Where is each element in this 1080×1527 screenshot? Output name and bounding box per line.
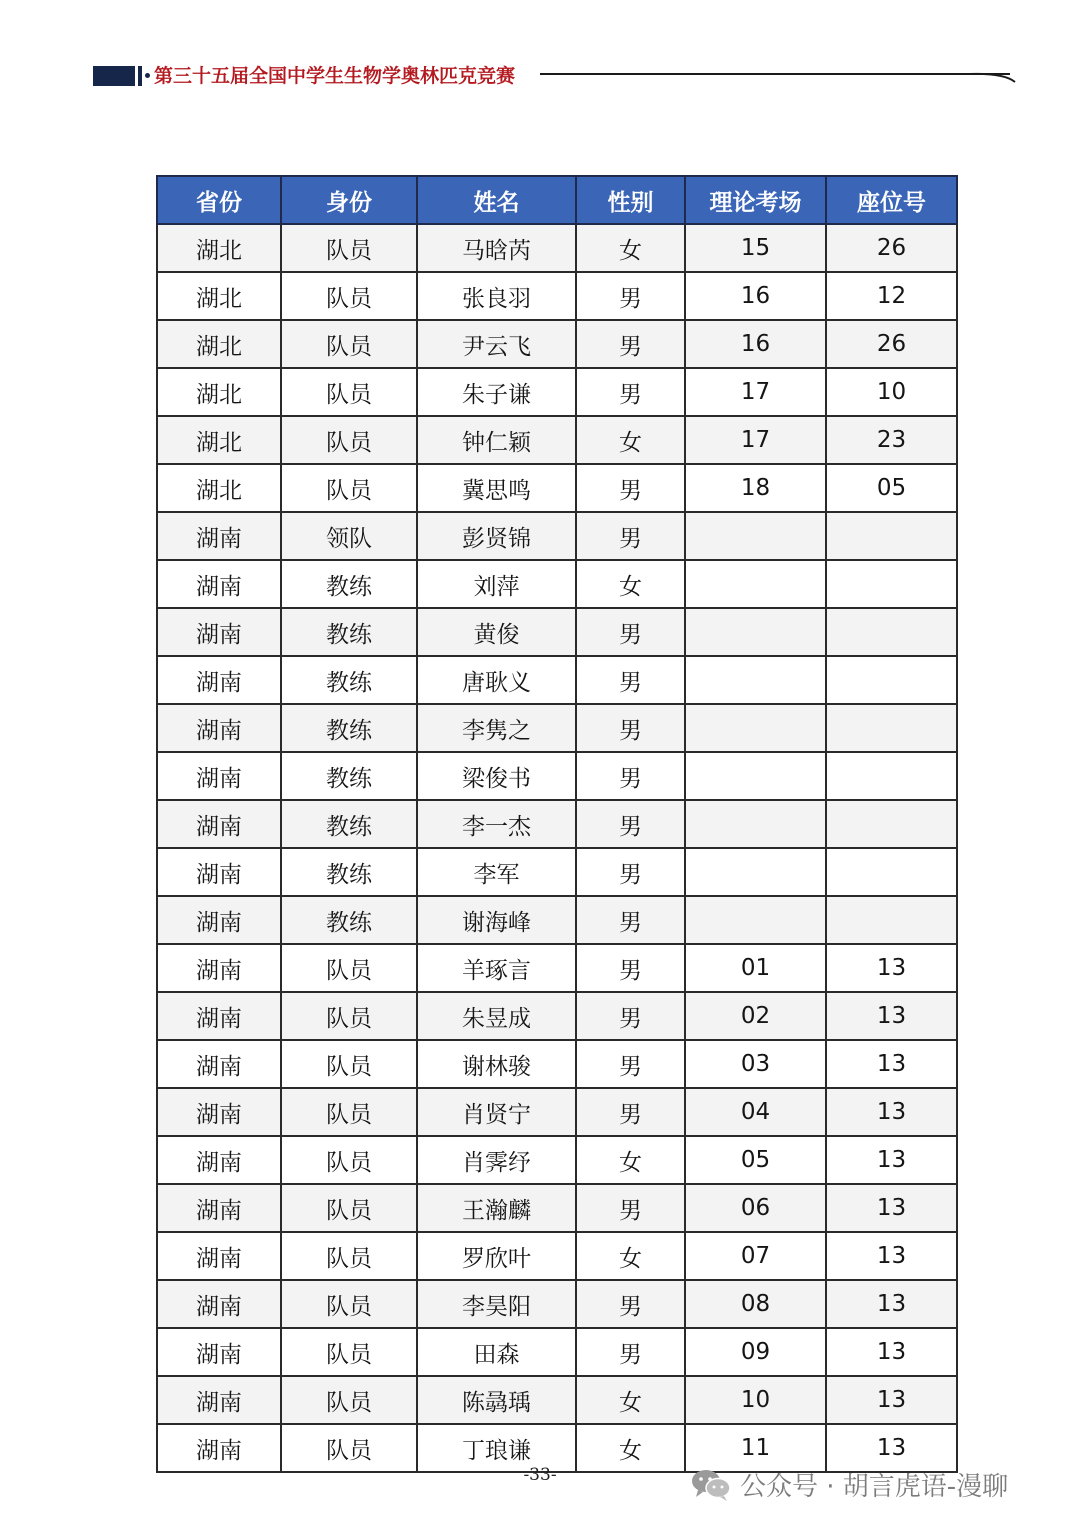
cell-exam-room: 16 xyxy=(685,272,826,320)
table-row xyxy=(157,848,957,896)
cell-gender: 男 xyxy=(576,368,685,416)
cell-seat: 13 xyxy=(826,944,957,992)
cell-exam-room: 09 xyxy=(685,1328,826,1376)
cell-role: 队员 xyxy=(281,416,417,464)
table-row xyxy=(157,1040,957,1088)
cell-seat xyxy=(826,752,957,800)
column-header-role: 身份 xyxy=(281,176,417,224)
cell-exam-room: 10 xyxy=(685,1376,826,1424)
roster-table xyxy=(156,175,958,1473)
cell-seat: 13 xyxy=(826,1184,957,1232)
watermark xyxy=(690,1462,1008,1506)
cell-gender: 女 xyxy=(576,224,685,272)
cell-seat: 13 xyxy=(826,1040,957,1088)
cell-gender: 男 xyxy=(576,1328,685,1376)
cell-gender: 男 xyxy=(576,752,685,800)
column-header-gender: 性别 xyxy=(576,176,685,224)
cell-exam-room: 02 xyxy=(685,992,826,1040)
cell-seat xyxy=(826,512,957,560)
header-rule-curve xyxy=(970,70,1016,84)
table-row xyxy=(157,656,957,704)
cell-gender: 男 xyxy=(576,464,685,512)
cell-role: 教练 xyxy=(281,848,417,896)
table-row xyxy=(157,896,957,944)
cell-exam-room xyxy=(685,512,826,560)
cell-name: 梁俊书 xyxy=(417,752,576,800)
cell-province: 湖南 xyxy=(157,992,281,1040)
page-header xyxy=(0,0,1080,120)
cell-name: 张良羽 xyxy=(417,272,576,320)
table-row xyxy=(157,1376,957,1424)
cell-province: 湖南 xyxy=(157,944,281,992)
cell-name: 李一杰 xyxy=(417,800,576,848)
cell-seat: 13 xyxy=(826,1088,957,1136)
cell-gender: 女 xyxy=(576,1232,685,1280)
table-row xyxy=(157,992,957,1040)
cell-exam-room xyxy=(685,656,826,704)
cell-role: 教练 xyxy=(281,608,417,656)
cell-role: 教练 xyxy=(281,800,417,848)
cell-name: 肖贤宁 xyxy=(417,1088,576,1136)
cell-role: 领队 xyxy=(281,512,417,560)
cell-seat xyxy=(826,608,957,656)
cell-gender: 男 xyxy=(576,656,685,704)
table-row xyxy=(157,416,957,464)
cell-exam-room: 15 xyxy=(685,224,826,272)
cell-role: 队员 xyxy=(281,1376,417,1424)
cell-exam-room: 17 xyxy=(685,368,826,416)
cell-exam-room: 11 xyxy=(685,1424,826,1472)
cell-gender: 男 xyxy=(576,1280,685,1328)
cell-province: 湖北 xyxy=(157,320,281,368)
cell-exam-room: 16 xyxy=(685,320,826,368)
cell-gender: 男 xyxy=(576,992,685,1040)
cell-exam-room: 04 xyxy=(685,1088,826,1136)
page-number: -33- xyxy=(523,1465,557,1485)
header-decor-bar xyxy=(138,66,142,86)
table-row xyxy=(157,368,957,416)
cell-exam-room xyxy=(685,752,826,800)
cell-seat: 13 xyxy=(826,1136,957,1184)
table-row xyxy=(157,560,957,608)
cell-exam-room: 06 xyxy=(685,1184,826,1232)
cell-seat: 13 xyxy=(826,1424,957,1472)
cell-role: 队员 xyxy=(281,1280,417,1328)
cell-seat: 26 xyxy=(826,320,957,368)
cell-role: 教练 xyxy=(281,896,417,944)
cell-gender: 男 xyxy=(576,848,685,896)
cell-name: 谢海峰 xyxy=(417,896,576,944)
table-row xyxy=(157,752,957,800)
wechat-icon xyxy=(690,1466,732,1502)
cell-province: 湖南 xyxy=(157,656,281,704)
cell-province: 湖南 xyxy=(157,1184,281,1232)
table-row xyxy=(157,608,957,656)
cell-name: 钟仁颖 xyxy=(417,416,576,464)
cell-role: 队员 xyxy=(281,1184,417,1232)
cell-gender: 男 xyxy=(576,1184,685,1232)
cell-gender: 女 xyxy=(576,1136,685,1184)
cell-exam-room xyxy=(685,608,826,656)
cell-province: 湖南 xyxy=(157,1232,281,1280)
table-row xyxy=(157,704,957,752)
cell-province: 湖南 xyxy=(157,896,281,944)
cell-exam-room xyxy=(685,560,826,608)
cell-gender: 男 xyxy=(576,1040,685,1088)
table-row xyxy=(157,224,957,272)
cell-role: 教练 xyxy=(281,560,417,608)
cell-gender: 女 xyxy=(576,416,685,464)
cell-gender: 男 xyxy=(576,608,685,656)
cell-gender: 男 xyxy=(576,896,685,944)
cell-role: 教练 xyxy=(281,704,417,752)
cell-name: 谢林骏 xyxy=(417,1040,576,1088)
table-row xyxy=(157,512,957,560)
cell-exam-room: 17 xyxy=(685,416,826,464)
cell-province: 湖南 xyxy=(157,512,281,560)
header-title: 第三十五届全国中学生生物学奥林匹克竞赛 xyxy=(154,65,516,87)
cell-seat xyxy=(826,800,957,848)
cell-province: 湖南 xyxy=(157,1424,281,1472)
table-body xyxy=(157,224,957,1472)
cell-province: 湖南 xyxy=(157,560,281,608)
cell-gender: 男 xyxy=(576,800,685,848)
cell-name: 肖霁纾 xyxy=(417,1136,576,1184)
cell-seat xyxy=(826,656,957,704)
cell-seat xyxy=(826,704,957,752)
table-row xyxy=(157,272,957,320)
cell-seat: 13 xyxy=(826,1376,957,1424)
cell-name: 田森 xyxy=(417,1328,576,1376)
column-header-name: 姓名 xyxy=(417,176,576,224)
cell-role: 队员 xyxy=(281,224,417,272)
cell-role: 队员 xyxy=(281,1136,417,1184)
cell-seat: 13 xyxy=(826,1328,957,1376)
cell-name: 陈骉瑀 xyxy=(417,1376,576,1424)
cell-province: 湖南 xyxy=(157,1328,281,1376)
column-header-province: 省份 xyxy=(157,176,281,224)
cell-gender: 男 xyxy=(576,944,685,992)
cell-province: 湖南 xyxy=(157,848,281,896)
cell-seat: 12 xyxy=(826,272,957,320)
cell-province: 湖北 xyxy=(157,368,281,416)
cell-province: 湖南 xyxy=(157,704,281,752)
cell-seat: 13 xyxy=(826,992,957,1040)
cell-gender: 男 xyxy=(576,320,685,368)
cell-province: 湖南 xyxy=(157,800,281,848)
cell-name: 羊琢言 xyxy=(417,944,576,992)
cell-name: 李军 xyxy=(417,848,576,896)
cell-exam-room: 03 xyxy=(685,1040,826,1088)
cell-province: 湖南 xyxy=(157,1040,281,1088)
cell-seat xyxy=(826,848,957,896)
cell-exam-room xyxy=(685,848,826,896)
cell-role: 队员 xyxy=(281,944,417,992)
cell-seat: 23 xyxy=(826,416,957,464)
cell-province: 湖北 xyxy=(157,272,281,320)
cell-exam-room xyxy=(685,800,826,848)
cell-role: 队员 xyxy=(281,992,417,1040)
cell-exam-room: 08 xyxy=(685,1280,826,1328)
cell-name: 尹云飞 xyxy=(417,320,576,368)
cell-role: 教练 xyxy=(281,656,417,704)
cell-gender: 女 xyxy=(576,560,685,608)
table-row xyxy=(157,800,957,848)
cell-seat: 13 xyxy=(826,1232,957,1280)
table-row xyxy=(157,1088,957,1136)
cell-seat: 05 xyxy=(826,464,957,512)
cell-seat: 13 xyxy=(826,1280,957,1328)
cell-province: 湖南 xyxy=(157,608,281,656)
column-header-exam-room: 理论考场 xyxy=(685,176,826,224)
cell-role: 队员 xyxy=(281,464,417,512)
cell-name: 王瀚麟 xyxy=(417,1184,576,1232)
cell-name: 李昊阳 xyxy=(417,1280,576,1328)
cell-name: 李隽之 xyxy=(417,704,576,752)
cell-gender: 男 xyxy=(576,272,685,320)
cell-gender: 女 xyxy=(576,1376,685,1424)
cell-exam-room: 07 xyxy=(685,1232,826,1280)
table-header-row xyxy=(157,176,957,224)
cell-province: 湖南 xyxy=(157,1376,281,1424)
cell-province: 湖南 xyxy=(157,1280,281,1328)
cell-role: 队员 xyxy=(281,1424,417,1472)
cell-gender: 男 xyxy=(576,512,685,560)
cell-exam-room xyxy=(685,896,826,944)
cell-role: 教练 xyxy=(281,752,417,800)
cell-gender: 女 xyxy=(576,1424,685,1472)
cell-exam-room: 05 xyxy=(685,1136,826,1184)
cell-province: 湖南 xyxy=(157,1088,281,1136)
cell-gender: 男 xyxy=(576,704,685,752)
table-row xyxy=(157,1184,957,1232)
cell-role: 队员 xyxy=(281,272,417,320)
cell-name: 丁琅谦 xyxy=(417,1424,576,1472)
cell-name: 刘萍 xyxy=(417,560,576,608)
table-row xyxy=(157,464,957,512)
cell-role: 队员 xyxy=(281,1232,417,1280)
table-row xyxy=(157,1328,957,1376)
cell-name: 黄俊 xyxy=(417,608,576,656)
cell-name: 罗欣叶 xyxy=(417,1232,576,1280)
cell-seat: 10 xyxy=(826,368,957,416)
table-row xyxy=(157,1280,957,1328)
cell-province: 湖南 xyxy=(157,752,281,800)
cell-gender: 男 xyxy=(576,1088,685,1136)
column-header-seat: 座位号 xyxy=(826,176,957,224)
cell-seat: 26 xyxy=(826,224,957,272)
cell-exam-room xyxy=(685,704,826,752)
table-row xyxy=(157,1232,957,1280)
cell-name: 彭贤锦 xyxy=(417,512,576,560)
cell-exam-room: 01 xyxy=(685,944,826,992)
cell-role: 队员 xyxy=(281,1088,417,1136)
cell-province: 湖南 xyxy=(157,1136,281,1184)
cell-name: 唐耿义 xyxy=(417,656,576,704)
cell-name: 马晗芮 xyxy=(417,224,576,272)
cell-name: 朱子谦 xyxy=(417,368,576,416)
header-decor-dot xyxy=(145,73,150,78)
cell-role: 队员 xyxy=(281,1328,417,1376)
table-row xyxy=(157,944,957,992)
cell-province: 湖北 xyxy=(157,464,281,512)
cell-role: 队员 xyxy=(281,1040,417,1088)
cell-province: 湖北 xyxy=(157,416,281,464)
cell-province: 湖北 xyxy=(157,224,281,272)
cell-name: 冀思鸣 xyxy=(417,464,576,512)
cell-role: 队员 xyxy=(281,368,417,416)
table-row xyxy=(157,320,957,368)
watermark-text: 公众号 · 胡言虎语-漫聊 xyxy=(740,1471,1009,1502)
table-row xyxy=(157,1136,957,1184)
cell-role: 队员 xyxy=(281,320,417,368)
cell-name: 朱昱成 xyxy=(417,992,576,1040)
header-rule xyxy=(540,73,1010,75)
header-decor-block xyxy=(93,66,135,86)
cell-seat xyxy=(826,896,957,944)
cell-seat xyxy=(826,560,957,608)
cell-exam-room: 18 xyxy=(685,464,826,512)
